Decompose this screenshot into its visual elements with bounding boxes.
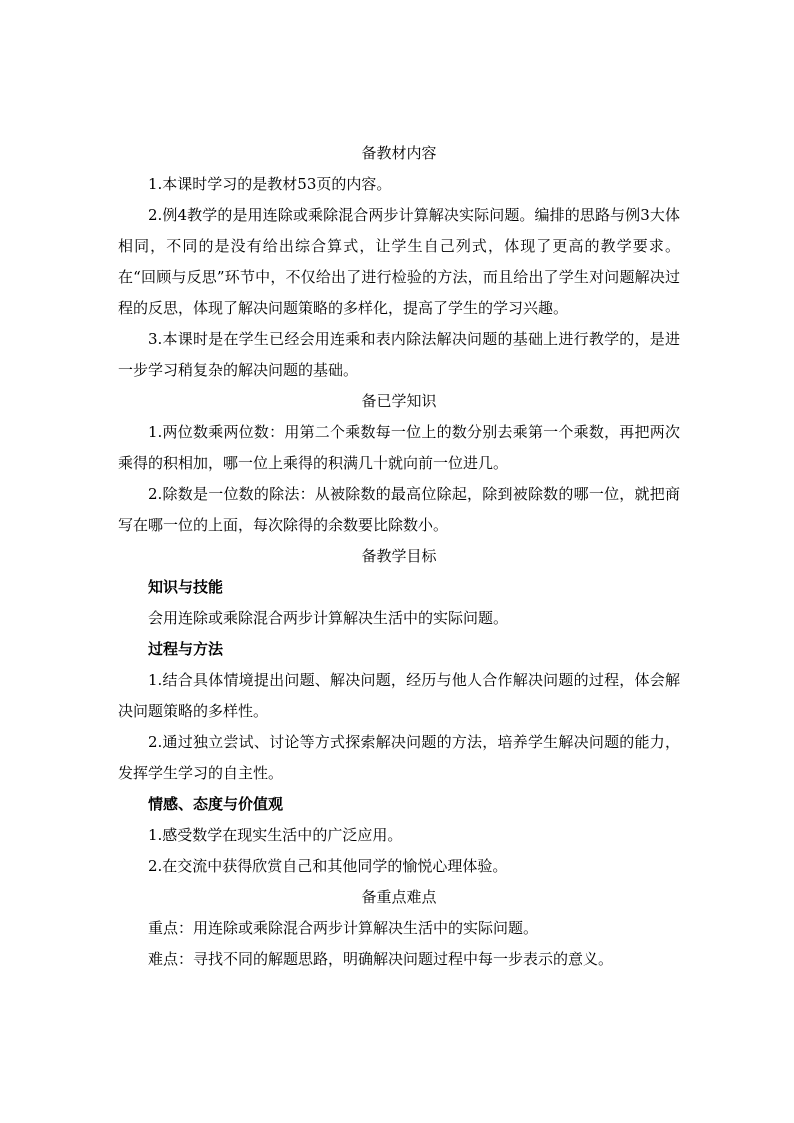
paragraph: 难点：寻找不同的解题思路，明确解决问题过程中每一步表示的意义。 bbox=[148, 950, 614, 968]
document-body bbox=[118, 138, 680, 975]
section-heading: 备教材内容 bbox=[361, 144, 437, 162]
subsection-title: 知识与技能 bbox=[148, 578, 224, 596]
section-heading: 备已学知识 bbox=[361, 392, 437, 410]
paragraph: 2.通过独立尝试、讨论等方式探索解决问题的方法，培养学生解决问题的能力，发挥学生学习的自主性。 bbox=[118, 733, 680, 782]
paragraph: 3.本课时是在学生已经会用连乘和表内除法解决问题的基础上进行教学的，是进一步学习稍复杂的解决问题的基础。 bbox=[118, 330, 680, 379]
subsection-title: 情感、态度与价值观 bbox=[148, 795, 284, 813]
paragraph: 1.两位数乘两位数：用第二个乘数每一位上的数分别去乘第一个乘数，再把两次乘得的积相加，哪一位上乘得的积满几十就向前一位进几。 bbox=[118, 423, 680, 472]
paragraph: 会用连除或乘除混合两步计算解决生活中的实际问题。 bbox=[148, 609, 509, 627]
subsection-title: 过程与方法 bbox=[148, 640, 224, 658]
section-heading: 备教学目标 bbox=[361, 547, 437, 565]
paragraph: 1.结合具体情境提出问题、解决问题，经历与他人合作解决问题的过程，体会解决问题策略的多样性。 bbox=[118, 671, 680, 720]
section-heading: 备重点难点 bbox=[361, 888, 437, 906]
paragraph: 2.在交流中获得欣赏自己和其他同学的愉悦心理体验。 bbox=[148, 857, 508, 875]
paragraph: 2.除数是一位数的除法：从被除数的最高位除起，除到被除数的哪一位，就把商写在哪一位的上面，每次除得的余数要比除数小。 bbox=[118, 485, 680, 534]
paragraph: 重点：用连除或乘除混合两步计算解决生活中的实际问题。 bbox=[148, 919, 539, 937]
paragraph: 1.感受数学在现实生活中的广泛应用。 bbox=[148, 826, 403, 844]
paragraph: 1.本课时学习的是教材53页的内容。 bbox=[148, 175, 392, 193]
paragraph: 2.例4教学的是用连除或乘除混合两步计算解决实际问题。编排的思路与例3大体相同，不同的是没有给出综合算式，让学生自己列式，体现了更高的教学要求。在“回顾与反思”环节中，不仅给出了进行检验的方法，而且给出了学生对问题解决过程的反思，体现了解决问题策略的多样化，提高了学生的学习兴趣。 bbox=[118, 206, 680, 317]
